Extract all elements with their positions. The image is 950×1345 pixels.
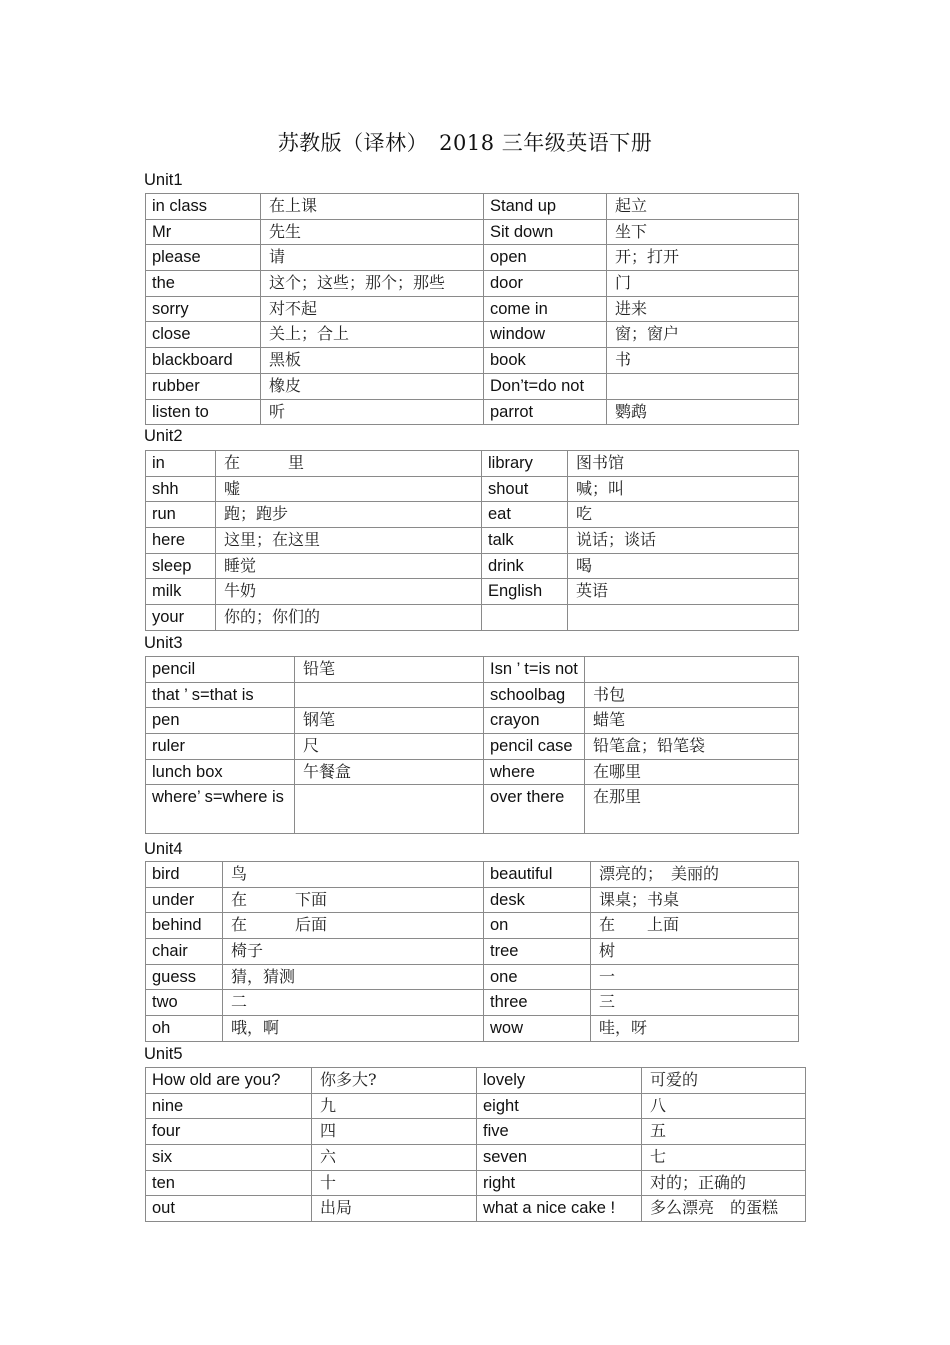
english-word-cell: How old are you?: [146, 1068, 312, 1094]
chinese-meaning-cell: [585, 657, 799, 683]
english-word-cell: five: [477, 1119, 642, 1145]
table-row: [146, 759, 799, 785]
chinese-meaning-cell: 在 里: [216, 451, 482, 477]
table-row: [146, 1196, 806, 1222]
english-word-cell: pen: [146, 708, 295, 734]
table-row: [146, 1119, 806, 1145]
chinese-meaning-cell: 睡觉: [216, 553, 482, 579]
chinese-meaning-cell: 英语: [568, 579, 799, 605]
english-word-cell: in: [146, 451, 216, 477]
english-word-cell: listen to: [146, 399, 261, 425]
chinese-meaning-cell: 蜡笔: [585, 708, 799, 734]
chinese-meaning-cell: 哇，呀: [591, 1016, 799, 1042]
chinese-meaning-cell: 一: [591, 964, 799, 990]
chinese-meaning-cell: 铅笔: [295, 657, 484, 683]
chinese-meaning-cell: [607, 373, 799, 399]
english-word-cell: ruler: [146, 734, 295, 760]
english-word-cell: talk: [482, 528, 568, 554]
chinese-meaning-cell: 六: [312, 1145, 477, 1171]
chinese-meaning-cell: 十: [312, 1170, 477, 1196]
table-row: [146, 862, 799, 888]
chinese-meaning-cell: 图书馆: [568, 451, 799, 477]
english-word-cell: under: [146, 887, 223, 913]
chinese-meaning-cell: [295, 682, 484, 708]
table-row: [146, 451, 799, 477]
english-word-cell: Stand up: [484, 194, 607, 220]
chinese-meaning-cell: 在那里: [585, 785, 799, 834]
chinese-meaning-cell: 八: [642, 1093, 806, 1119]
chinese-meaning-cell: 请: [261, 245, 484, 271]
chinese-meaning-cell: 对的；正确的: [642, 1170, 806, 1196]
english-word-cell: chair: [146, 939, 223, 965]
chinese-meaning-cell: 树: [591, 939, 799, 965]
chinese-meaning-cell: 牛奶: [216, 579, 482, 605]
english-word-cell: pencil case: [484, 734, 585, 760]
chinese-meaning-cell: 三: [591, 990, 799, 1016]
english-word-cell: close: [146, 322, 261, 348]
english-word-cell: milk: [146, 579, 216, 605]
english-word-cell: rubber: [146, 373, 261, 399]
chinese-meaning-cell: 在 上面: [591, 913, 799, 939]
english-word-cell: Don’t=do not: [484, 373, 607, 399]
unit-label: Unit3: [144, 634, 183, 652]
english-word-cell: drink: [482, 553, 568, 579]
vocab-table-unit3: [145, 656, 799, 834]
chinese-meaning-cell: 在 下面: [223, 887, 484, 913]
table-row: [146, 1170, 806, 1196]
table-row: [146, 194, 799, 220]
english-word-cell: window: [484, 322, 607, 348]
english-word-cell: come in: [484, 296, 607, 322]
english-word-cell: guess: [146, 964, 223, 990]
english-word-cell: beautiful: [484, 862, 591, 888]
english-word-cell: library: [482, 451, 568, 477]
table-row: [146, 296, 799, 322]
table-row: [146, 939, 799, 965]
chinese-meaning-cell: 铅笔盒；铅笔袋: [585, 734, 799, 760]
chinese-meaning-cell: 出局: [312, 1196, 477, 1222]
english-word-cell: where’ s=where is: [146, 785, 295, 834]
chinese-meaning-cell: 对不起: [261, 296, 484, 322]
chinese-meaning-cell: 喊；叫: [568, 476, 799, 502]
unit-label: Unit5: [144, 1045, 183, 1063]
english-word-cell: nine: [146, 1093, 312, 1119]
chinese-meaning-cell: 进来: [607, 296, 799, 322]
table-row: [146, 964, 799, 990]
english-word-cell: Mr: [146, 219, 261, 245]
table-row: [146, 605, 799, 631]
table-row: [146, 682, 799, 708]
chinese-meaning-cell: 开；打开: [607, 245, 799, 271]
table-row: [146, 553, 799, 579]
english-word-cell: shh: [146, 476, 216, 502]
table-row: [146, 990, 799, 1016]
chinese-meaning-cell: 书包: [585, 682, 799, 708]
chinese-meaning-cell: 漂亮的； 美丽的: [591, 862, 799, 888]
table-row: [146, 322, 799, 348]
chinese-meaning-cell: 多么漂亮 的蛋糕: [642, 1196, 806, 1222]
table-row: [146, 708, 799, 734]
chinese-meaning-cell: 七: [642, 1145, 806, 1171]
english-word-cell: schoolbag: [484, 682, 585, 708]
english-word-cell: sleep: [146, 553, 216, 579]
chinese-meaning-cell: 吃: [568, 502, 799, 528]
english-word-cell: four: [146, 1119, 312, 1145]
chinese-meaning-cell: 九: [312, 1093, 477, 1119]
chinese-meaning-cell: [295, 785, 484, 834]
english-word-cell: in class: [146, 194, 261, 220]
chinese-meaning-cell: 听: [261, 399, 484, 425]
table-row: [146, 1016, 799, 1042]
english-word-cell: one: [484, 964, 591, 990]
english-word-cell: three: [484, 990, 591, 1016]
chinese-meaning-cell: 二: [223, 990, 484, 1016]
unit-label: Unit2: [144, 427, 183, 445]
chinese-meaning-cell: 尺: [295, 734, 484, 760]
chinese-meaning-cell: 你多大?: [312, 1068, 477, 1094]
chinese-meaning-cell: 鸟: [223, 862, 484, 888]
english-word-cell: the: [146, 271, 261, 297]
vocab-table-unit2: [145, 450, 799, 631]
chinese-meaning-cell: 门: [607, 271, 799, 297]
english-word-cell: eat: [482, 502, 568, 528]
english-word-cell: run: [146, 502, 216, 528]
table-row: [146, 348, 799, 374]
table-row: [146, 245, 799, 271]
english-word-cell: out: [146, 1196, 312, 1222]
english-word-cell: parrot: [484, 399, 607, 425]
table-row: [146, 399, 799, 425]
english-word-cell: right: [477, 1170, 642, 1196]
english-word-cell: eight: [477, 1093, 642, 1119]
english-word-cell: blackboard: [146, 348, 261, 374]
english-word-cell: here: [146, 528, 216, 554]
chinese-meaning-cell: 在 后面: [223, 913, 484, 939]
chinese-meaning-cell: 窗；窗户: [607, 322, 799, 348]
english-word-cell: two: [146, 990, 223, 1016]
chinese-meaning-cell: 喝: [568, 553, 799, 579]
chinese-meaning-cell: 关上；合上: [261, 322, 484, 348]
chinese-meaning-cell: 四: [312, 1119, 477, 1145]
table-row: [146, 913, 799, 939]
english-word-cell: Isn ’ t=is not: [484, 657, 585, 683]
english-word-cell: please: [146, 245, 261, 271]
chinese-meaning-cell: 午餐盒: [295, 759, 484, 785]
english-word-cell: crayon: [484, 708, 585, 734]
chinese-meaning-cell: 说话；谈话: [568, 528, 799, 554]
english-word-cell: shout: [482, 476, 568, 502]
table-row: [146, 657, 799, 683]
chinese-meaning-cell: 课桌；书桌: [591, 887, 799, 913]
chinese-meaning-cell: 你的；你们的: [216, 605, 482, 631]
english-word-cell: lovely: [477, 1068, 642, 1094]
table-row: [146, 1068, 806, 1094]
table-row: [146, 1145, 806, 1171]
english-word-cell: lunch box: [146, 759, 295, 785]
english-word-cell: ten: [146, 1170, 312, 1196]
english-word-cell: bird: [146, 862, 223, 888]
english-word-cell: six: [146, 1145, 312, 1171]
chinese-meaning-cell: 这里；在这里: [216, 528, 482, 554]
english-word-cell: door: [484, 271, 607, 297]
english-word-cell: over there: [484, 785, 585, 834]
english-word-cell: pencil: [146, 657, 295, 683]
english-word-cell: where: [484, 759, 585, 785]
english-word-cell: your: [146, 605, 216, 631]
chinese-meaning-cell: 坐下: [607, 219, 799, 245]
english-word-cell: desk: [484, 887, 591, 913]
chinese-meaning-cell: 跑；跑步: [216, 502, 482, 528]
chinese-meaning-cell: [568, 605, 799, 631]
chinese-meaning-cell: 在哪里: [585, 759, 799, 785]
table-row: [146, 219, 799, 245]
english-word-cell: behind: [146, 913, 223, 939]
english-word-cell: wow: [484, 1016, 591, 1042]
table-row: [146, 476, 799, 502]
vocab-table-unit4: [145, 861, 799, 1042]
chinese-meaning-cell: 先生: [261, 219, 484, 245]
table-row: [146, 502, 799, 528]
chinese-meaning-cell: 嘘: [216, 476, 482, 502]
table-row: [146, 734, 799, 760]
chinese-meaning-cell: 五: [642, 1119, 806, 1145]
chinese-meaning-cell: 猜，猜测: [223, 964, 484, 990]
table-row: [146, 373, 799, 399]
table-row: [146, 528, 799, 554]
chinese-meaning-cell: 在上课: [261, 194, 484, 220]
chinese-meaning-cell: 书: [607, 348, 799, 374]
english-word-cell: Sit down: [484, 219, 607, 245]
chinese-meaning-cell: 椅子: [223, 939, 484, 965]
chinese-meaning-cell: 橡皮: [261, 373, 484, 399]
chinese-meaning-cell: 哦，啊: [223, 1016, 484, 1042]
english-word-cell: book: [484, 348, 607, 374]
english-word-cell: tree: [484, 939, 591, 965]
english-word-cell: on: [484, 913, 591, 939]
table-row: [146, 579, 799, 605]
chinese-meaning-cell: 可爱的: [642, 1068, 806, 1094]
english-word-cell: seven: [477, 1145, 642, 1171]
vocab-table-unit1: [145, 193, 799, 425]
table-row: [146, 887, 799, 913]
table-row: [146, 271, 799, 297]
english-word-cell: [482, 605, 568, 631]
chinese-meaning-cell: 起立: [607, 194, 799, 220]
english-word-cell: English: [482, 579, 568, 605]
table-row: [146, 785, 799, 834]
english-word-cell: open: [484, 245, 607, 271]
chinese-meaning-cell: 鹦鹉: [607, 399, 799, 425]
english-word-cell: oh: [146, 1016, 223, 1042]
chinese-meaning-cell: 黑板: [261, 348, 484, 374]
english-word-cell: that ’ s=that is: [146, 682, 295, 708]
page-title: 苏教版（译林） 2018 三年级英语下册: [277, 131, 653, 155]
table-row: [146, 1093, 806, 1119]
vocab-table-unit5: [145, 1067, 806, 1222]
chinese-meaning-cell: 这个；这些；那个；那些: [261, 271, 484, 297]
chinese-meaning-cell: 钢笔: [295, 708, 484, 734]
english-word-cell: what a nice cake !: [477, 1196, 642, 1222]
english-word-cell: sorry: [146, 296, 261, 322]
unit-label: Unit4: [144, 840, 183, 858]
unit-label: Unit1: [144, 171, 183, 189]
